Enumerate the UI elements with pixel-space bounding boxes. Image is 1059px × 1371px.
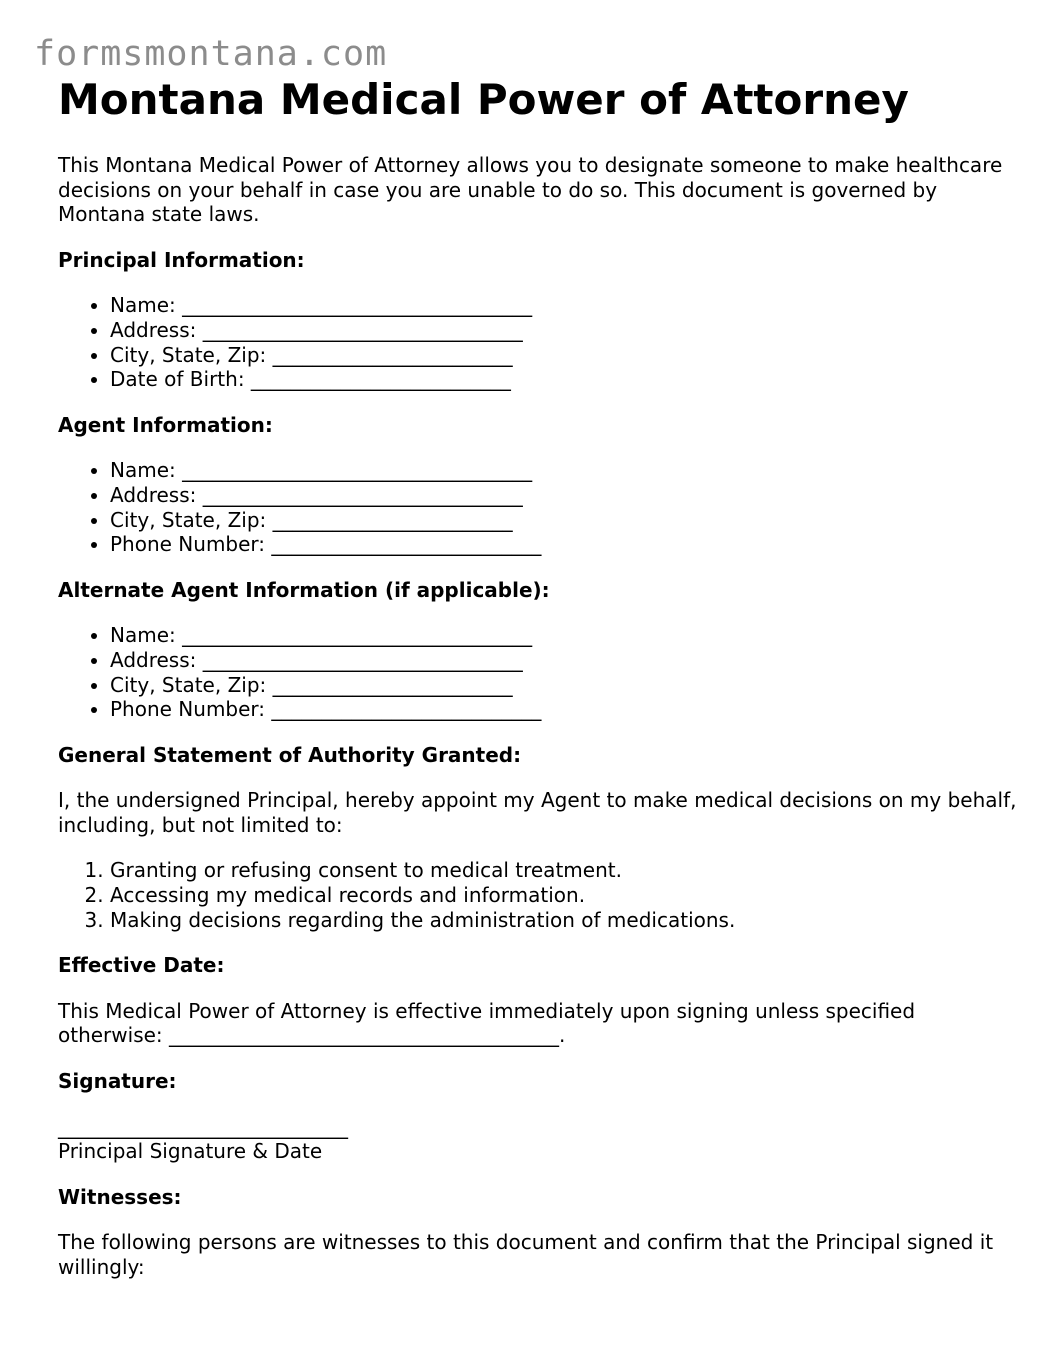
watermark: formsmontana.com [34, 34, 388, 74]
agent-heading: Agent Information: [58, 412, 273, 437]
principal-address-field: • Address: ________________________________ [110, 318, 1018, 343]
principal-dob-field: • Date of Birth: __________________________ [110, 367, 1018, 392]
authority-item: 1. Granting or refusing consent to medical treatment. [110, 858, 1018, 883]
agent-city-field: • City, State, Zip: ________________________ [110, 508, 1018, 533]
alternate-agent-fields [58, 623, 1018, 721]
signature-caption: Principal Signature & Date [58, 1139, 323, 1164]
alternate-address-field: • Address: ________________________________ [110, 648, 1018, 673]
authority-list [58, 858, 1018, 932]
principal-heading: Principal Information: [58, 247, 305, 272]
principal-fields [58, 293, 1018, 391]
alternate-city-field: • City, State, Zip: ________________________ [110, 673, 1018, 698]
authority-item: 2. Accessing my medical records and information. [110, 883, 1018, 908]
agent-phone-field: • Phone Number: ___________________________ [110, 532, 1018, 557]
principal-name-field: • Name: ___________________________________ [110, 293, 1018, 318]
effective-date-paragraph: This Medical Power of Attorney is effective immediately upon signing unless specified otherwise: _______________________________________. [58, 998, 916, 1048]
alternate-phone-field: • Phone Number: ___________________________ [110, 697, 1018, 722]
principal-city-field: • City, State, Zip: ________________________ [110, 343, 1018, 368]
signature-heading: Signature: [58, 1069, 177, 1094]
agent-name-field: • Name: ___________________________________ [110, 458, 1018, 483]
alternate-name-field: • Name: ___________________________________ [110, 623, 1018, 648]
agent-address-field: • Address: ________________________________ [110, 483, 1018, 508]
agent-fields [58, 458, 1018, 556]
authority-item: 3. Making decisions regarding the administration of medications. [110, 908, 1018, 933]
witnesses-heading: Witnesses: [58, 1184, 182, 1209]
authority-heading: General Statement of Authority Granted: [58, 742, 522, 767]
page-title: Montana Medical Power of Attorney [58, 75, 909, 124]
alternate-agent-heading: Alternate Agent Information (if applicable): [58, 577, 550, 602]
document-page [58, 74, 1018, 1280]
effective-date-heading: Effective Date: [58, 953, 225, 978]
intro-paragraph: This Montana Medical Power of Attorney allows you to designate someone to make healthcare decisions on your behalf in case you are unable to do so. This document is governed by Montana state laws. [58, 153, 1003, 227]
signature-line: _____________________________ [58, 1114, 348, 1139]
authority-paragraph: I, the undersigned Principal, hereby appoint my Agent to make medical decisions on my behalf, including, but not limited to: [58, 788, 1017, 837]
witnesses-paragraph: The following persons are witnesses to this document and confirm that the Principal signed it willingly: [58, 1230, 994, 1279]
